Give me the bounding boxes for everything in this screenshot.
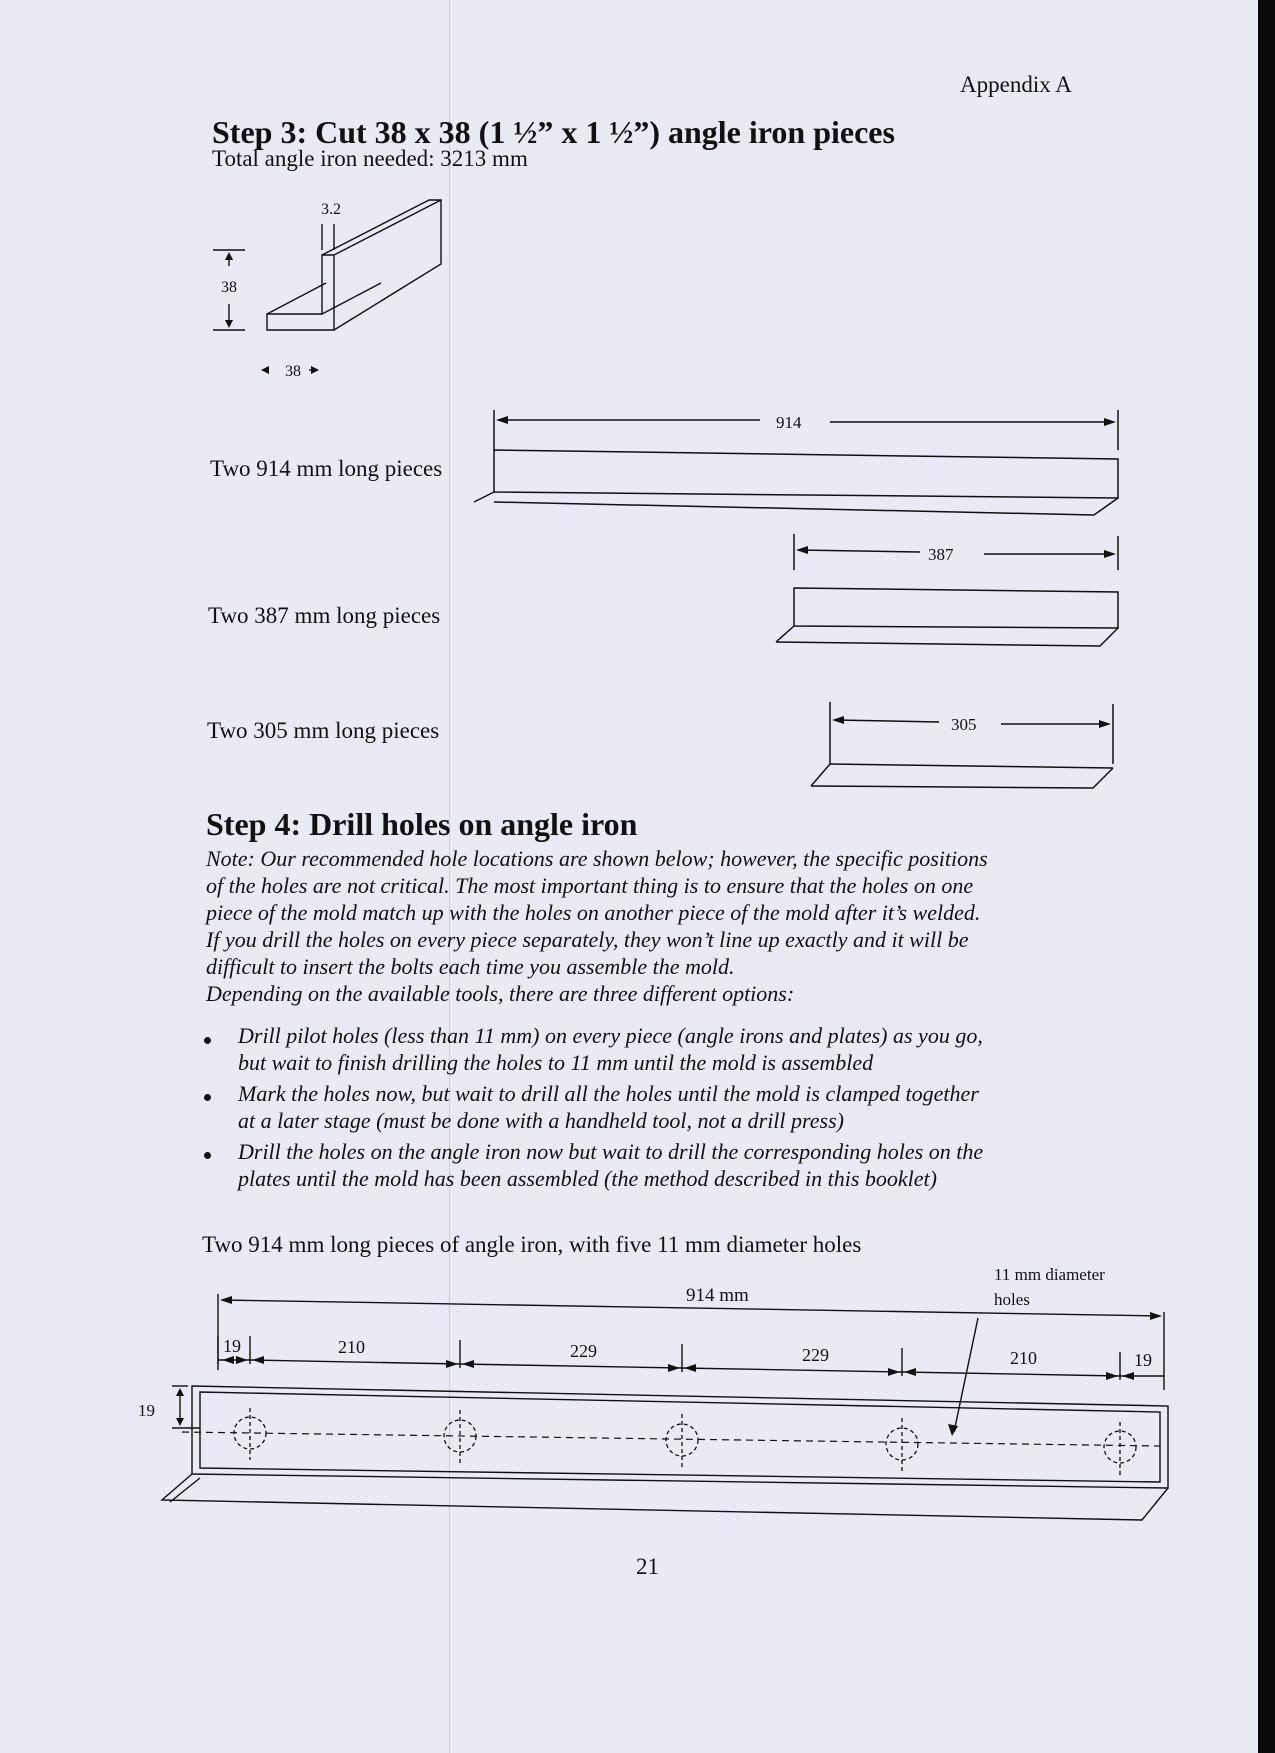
option-line: Drill pilot holes (less than 11 mm) on every piece (angle irons and plates) as you go, xyxy=(238,1023,983,1048)
spacing-label: 229 xyxy=(802,1345,829,1365)
spacing-label: 229 xyxy=(570,1341,597,1361)
spacing-label: 210 xyxy=(338,1337,365,1357)
option-line: Drill the holes on the angle iron now but wait to drill the corresponding holes on the xyxy=(238,1139,984,1164)
piece-305-diagram xyxy=(805,700,1130,795)
hole-callout-line2: holes xyxy=(994,1290,1030,1309)
hole-callout-line1: 11 mm diameter xyxy=(994,1265,1105,1284)
note-line: of the holes are not critical. The most important thing is to ensure that the holes on one xyxy=(206,873,974,898)
note-line: difficult to insert the bolts each time you assemble the mold. xyxy=(206,954,735,979)
spacing-label: 210 xyxy=(1010,1348,1037,1368)
piece-305-dimension: 305 xyxy=(951,715,977,734)
option-line: Mark the holes now, but wait to drill all the holes until the mold is clamped together xyxy=(238,1081,979,1106)
option-line: plates until the mold has been assembled (the method described in this booklet) xyxy=(238,1166,937,1191)
option-line: at a later stage (must be done with a handheld tool, not a drill press) xyxy=(238,1108,844,1133)
piece-914-label: Two 914 mm long pieces xyxy=(210,456,443,481)
edge-offset-label: 19 xyxy=(138,1401,155,1420)
appendix-label: Appendix A xyxy=(960,72,1072,97)
note-line: piece of the mold match up with the holes on another piece of the mold after it’s welded. xyxy=(206,900,981,925)
note-line: Depending on the available tools, there are three different options: xyxy=(206,981,795,1006)
note-line: If you drill the holes on every piece separately, they won’t line up exactly and it will be xyxy=(206,927,969,952)
profile-thickness-label: 3.2 xyxy=(321,201,341,218)
profile-height-label: 38 xyxy=(221,279,237,296)
overall-length-label: 914 mm xyxy=(686,1285,749,1306)
bullet-dot xyxy=(204,1037,211,1044)
spacing-label: 19 xyxy=(223,1336,241,1356)
piece-914-diagram xyxy=(470,402,1130,527)
step4-heading: Step 4: Drill holes on angle iron xyxy=(206,806,638,842)
drilling-diagram xyxy=(130,1260,1190,1540)
drilling-caption: Two 914 mm long pieces of angle iron, with five 11 mm diameter holes xyxy=(202,1232,862,1257)
angle-iron-profile-diagram xyxy=(205,190,455,390)
step3-total-needed: Total angle iron needed: 3213 mm xyxy=(212,146,528,171)
piece-914-dimension: 914 xyxy=(776,413,802,432)
spacing-label: 19 xyxy=(1134,1350,1152,1370)
piece-305-label: Two 305 mm long pieces xyxy=(207,718,440,743)
profile-width-label: 38 xyxy=(285,363,301,380)
option-line: but wait to finish drilling the holes to 11 mm until the mold is assembled xyxy=(238,1050,874,1075)
bullet-dot xyxy=(204,1094,211,1101)
page-number: 21 xyxy=(636,1554,659,1579)
piece-387-diagram xyxy=(770,530,1130,655)
note-line: Note: Our recommended hole locations are shown below; however, the specific positions xyxy=(206,846,988,871)
piece-387-label: Two 387 mm long pieces xyxy=(208,603,441,628)
bullet-dot xyxy=(204,1152,211,1159)
piece-387-dimension: 387 xyxy=(928,545,954,564)
step3-heading: Step 3: Cut 38 x 38 (1 ½” x 1 ½”) angle iron pieces xyxy=(212,114,895,150)
